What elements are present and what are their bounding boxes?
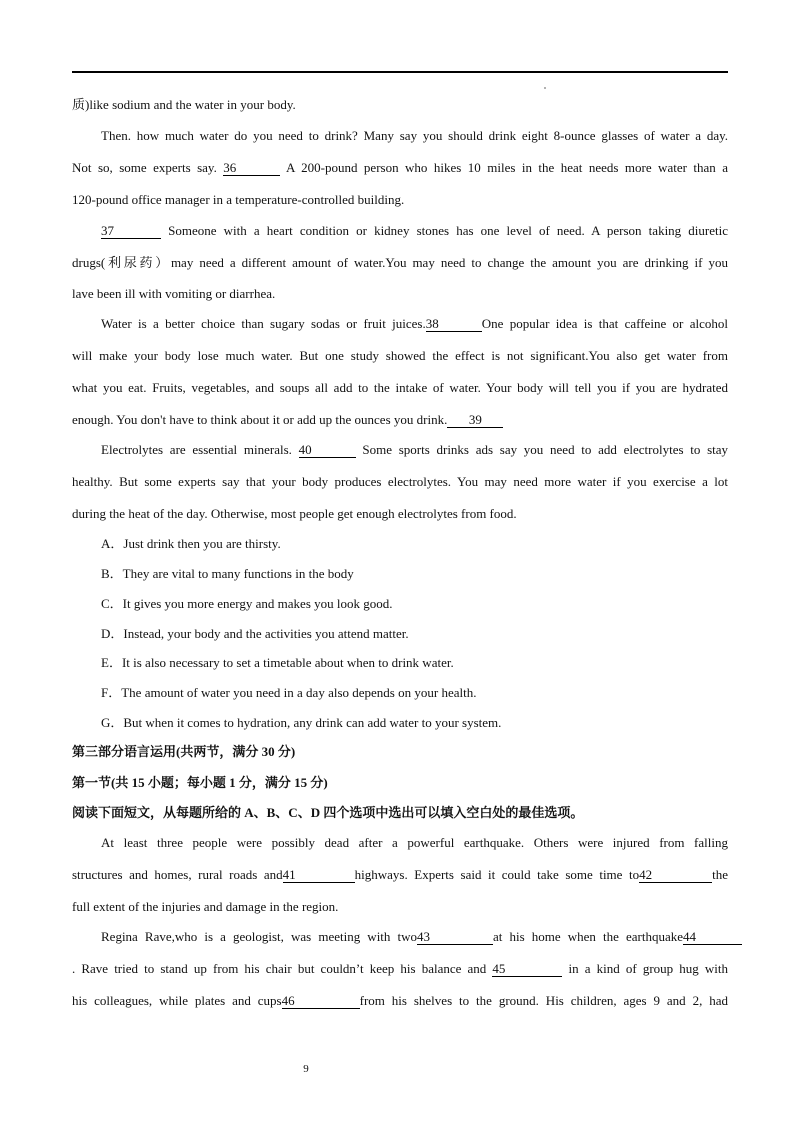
instructions: 阅读下面短文，从每题所给的 A、B、C、D 四个选项中选出可以填入空白处的最佳选项。: [72, 805, 584, 820]
text-line: [101, 314, 728, 334]
option-b: B．They are vital to many functions in the body: [101, 566, 354, 581]
option-d: D．Instead, your body and the activities you attend matter.: [101, 626, 409, 641]
blank-number: 42: [639, 867, 653, 882]
text-line: healthy. But some experts say that your body produces electrolytes. You may need more water if you exercise a lot: [72, 474, 728, 489]
text-line: 120-pound office manager in a temperature-controlled building.: [72, 192, 405, 207]
text-segment: enough. You don't have to think about it or add up the ounces you drink.: [72, 412, 448, 427]
answer-blank: [299, 442, 356, 458]
text-line: [72, 991, 728, 1011]
text-line: At least three people were possibly dead after a powerful earthquake. Others were injured from falling: [101, 835, 728, 850]
option-g: G．But when it comes to hydration, any drink can add water to your system.: [101, 715, 502, 730]
text-segment: A 200-pound person who hikes 10 miles in the heat needs more water than a: [286, 160, 728, 175]
option-e: E．It is also necessary to set a timetable about when to drink water.: [101, 655, 454, 670]
text-segment: Water is a better choice than sugary sodas or fruit juices.: [101, 316, 426, 331]
option-c: C．It gives you more energy and makes you look good.: [101, 596, 393, 611]
page-number: 9: [303, 1063, 309, 1075]
text-segment: Not so, some experts say.: [72, 160, 217, 175]
blank-number: 43: [417, 929, 431, 944]
section-heading: 第三部分语言运用(共两节，满分 30 分): [72, 744, 296, 759]
text-segment: in a kind of group hug with: [568, 961, 729, 976]
answer-blank: [639, 867, 712, 883]
text-segment: One popular idea is that caffeine or alcohol: [481, 316, 728, 331]
text-line: [72, 959, 728, 979]
text-line: will make your body lose much water. But one study showed the effect is not significant.You also get water from: [72, 348, 728, 363]
subsection-heading: 第一节(共 15 小题；每小题 1 分，满分 15 分): [72, 775, 328, 790]
scan-speck: [544, 87, 546, 89]
text-line: [101, 440, 728, 460]
answer-blank: [282, 993, 360, 1009]
blank-number: 38: [425, 316, 439, 331]
blank-number: 39: [468, 412, 482, 427]
blank-number: 46: [281, 993, 295, 1008]
blank-number: 41: [282, 867, 296, 882]
blank-number: 37: [101, 223, 114, 238]
text-line: [72, 865, 728, 885]
header-rule: [72, 71, 728, 73]
answer-blank: [492, 961, 562, 977]
text-line: drugs(利尿药）may need a different amount of water.You may need to change the amount you are drinking if you: [72, 255, 728, 270]
text-line: [101, 221, 728, 241]
answer-blank: [417, 929, 493, 945]
blank-number: 36: [223, 160, 237, 175]
text-line: what you eat. Fruits, vegetables, and soups all add to the intake of water. Your body will tell you if you are hydrated: [72, 380, 728, 395]
text-line: full extent of the injuries and damage in the region.: [72, 899, 339, 914]
text-line: Then. how much water do you need to drink? Many say you should drink eight 8-ounce glasses of water a day.: [101, 128, 728, 143]
text-line: during the heat of the day. Otherwise, most people get enough electrolytes from food.: [72, 506, 517, 521]
text-segment: from his shelves to the ground. His children, ages 9 and 2, had: [359, 993, 729, 1008]
text-segment: highways. Experts said it could take some time to: [354, 867, 640, 882]
text-line: lave been ill with vomiting or diarrhea.: [72, 286, 276, 301]
text-segment: Some sports drinks ads say you need to add electrolytes to stay: [362, 442, 729, 457]
answer-blank: [426, 316, 482, 332]
answer-blank: [283, 867, 355, 883]
option-a: A．Just drink then you are thirsty.: [101, 536, 281, 551]
blank-number: 44: [683, 929, 696, 944]
text-segment: . Rave tried to stand up from his chair but couldn’t keep his balance and: [72, 961, 487, 976]
text-line: [72, 410, 728, 430]
option-f: F．The amount of water you need in a day also depends on your health.: [101, 685, 477, 700]
text-line: [101, 927, 742, 947]
text-segment: Someone with a heart condition or kidney stones has one level of need. A person taking diuretic: [168, 223, 729, 238]
text-segment: the: [712, 867, 728, 882]
text-line: [72, 158, 728, 178]
blank-number: 45: [492, 961, 506, 976]
text-segment: at his home when the earthquake: [493, 929, 683, 944]
text-segment: his colleagues, while plates and cups: [72, 993, 282, 1008]
blank-number: 40: [298, 442, 312, 457]
answer-blank: [101, 223, 161, 239]
text-segment: Regina Rave,who is a geologist, was meeting with two: [101, 929, 418, 944]
text-segment: Electrolytes are essential minerals.: [101, 442, 292, 457]
text-segment: structures and homes, rural roads and: [72, 867, 283, 882]
answer-blank: [447, 412, 503, 428]
answer-blank: [683, 929, 742, 945]
answer-blank: [223, 160, 280, 176]
text-line: 质)like sodium and the water in your body.: [72, 97, 296, 112]
